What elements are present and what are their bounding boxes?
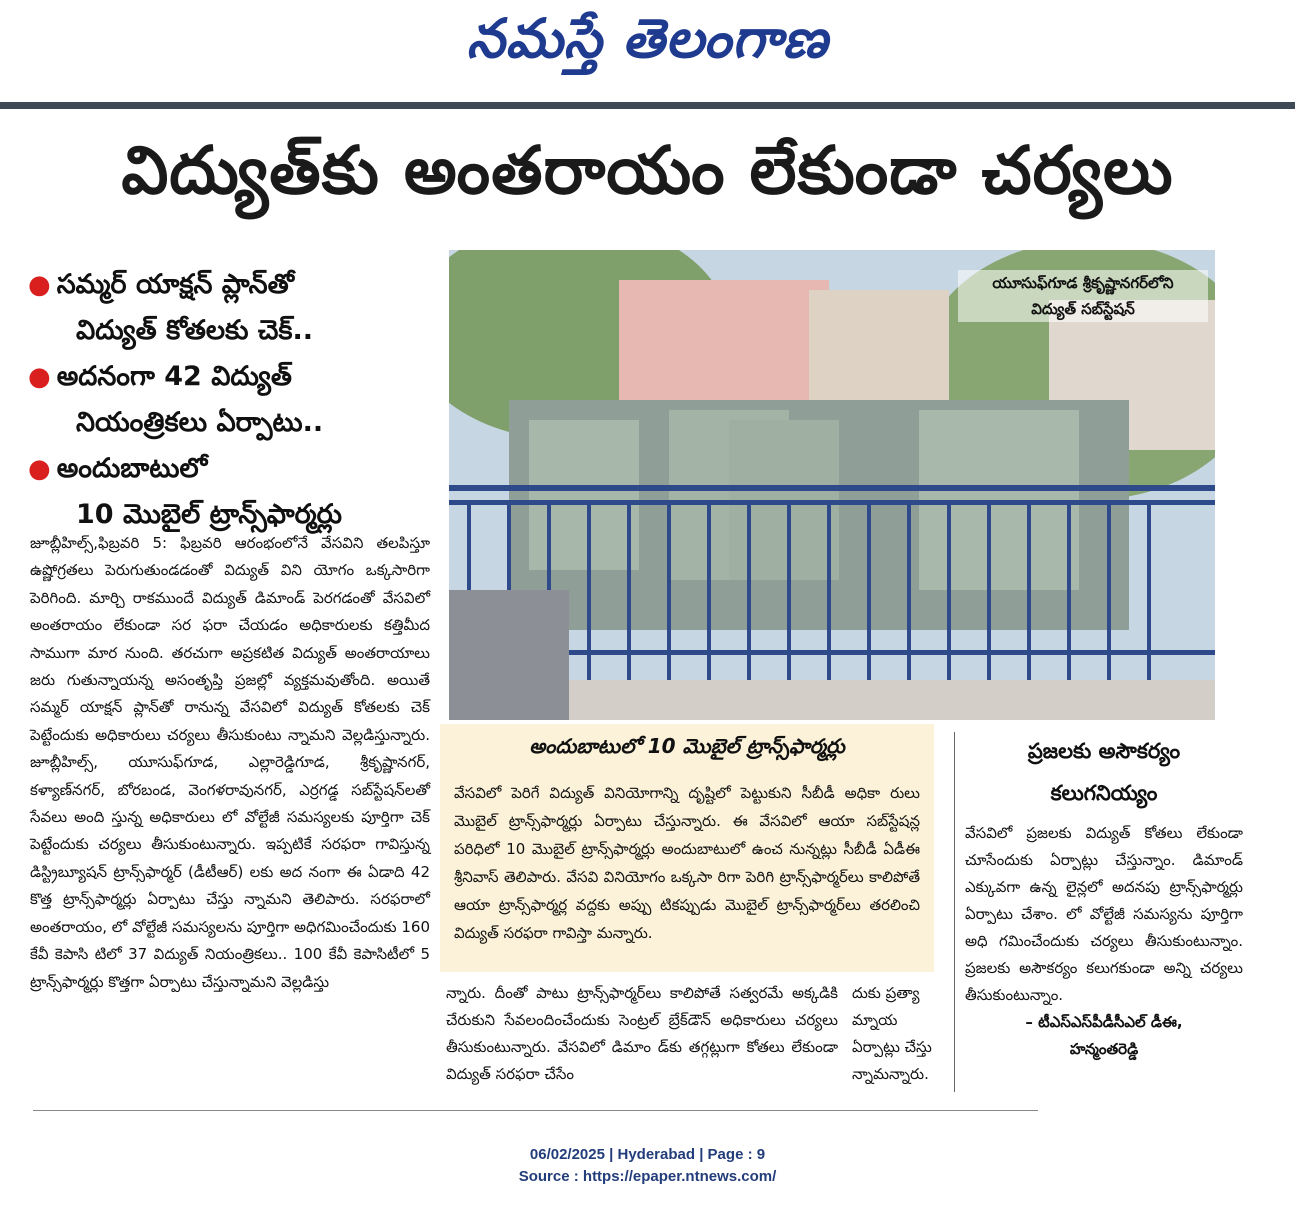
bullet-item: ● అందుబాటులో 10 మొబైల్‌ ట్రాన్స్‌ఫార్మర్లు: [28, 453, 343, 530]
bullet-dot-icon: ●: [28, 270, 51, 300]
masthead-divider: [0, 102, 1295, 109]
sidebar-body: వేసవిలో ప్రజలకు విద్యుత్‌ కోతలు లేకుండా చూసేందుకు ఏర్పాట్లు చేస్తున్నాం. డిమాండ్‌ ఎక్కువగా ఉన్న లైన్లలో అదనపు ట్రాన్స్‌ఫార్మర్లు ఏర్పాటు చేశాం. లో వోల్టేజీ సమస్యను పూర్తిగా అధి గమించేందుకు చర్యలు తీసుకుంటున్నాం. ప్రజలకు అసౌకర్యం కలుగకుండా అన్ని చర్యలు తీసుకుంటున్నాం.: [965, 824, 1243, 1004]
bullet-item: ● సమ్మర్‌ యాక్షన్‌ ప్లాన్‌తో విద్యుత్‌ కోతలకు చెక్‌..: [28, 269, 313, 346]
box-title: అందుబాటులో 10 మొబైల్‌ ట్రాన్స్‌ఫార్మర్లు: [529, 734, 845, 758]
article-continuation: న్నారు. దీంతో పాటు ట్రాన్స్‌ఫార్మర్‌లు కాలిపోతే సత్వరమే అక్కడికి చేరుకుని సేవలందించేందుకు సెంట్రల్‌ బ్రేక్‌డౌన్‌ అధికారులు చర్యలు తీసుకుంటున్నారు. వేసవిలో డిమాం డ్‌కు తగ్గట్లుగా కోతలు లేకుండా విద్యుత్‌ సరఫరా చేసేం: [446, 984, 838, 1083]
bullet-dot-icon: ●: [28, 454, 51, 484]
box-body: వేసవిలో పెరిగే విద్యుత్‌ వినియోగాన్ని దృష్టిలో పెట్టుకుని సీబీడీ అధికా రులు మొబైల్‌ ట్రాన్స్‌ఫార్మర్లు ఏర్పాటు చేస్తున్నారు. ఈ వేసవిలో ఆయా సబ్‌స్టేషన్ల పరిధిలో 10 మొబైల్‌ ట్రాన్స్‌ఫార్మర్లు అందుబాటులో ఉంచ నున్నట్లు సీబీడీ ఏడీఈ శ్రీనివాస్‌ తెలిపారు. వేసవి వినియోగం ఒక్కసా రిగా పెరిగి ట్రాన్స్‌ఫార్మర్‌లు కాలిపోతే ఆయా ట్రాన్స్‌ఫార్మర్ల వద్దకు అప్పు టికప్పుడు మొబైల్‌ ట్రాన్స్‌ఫార్మర్‌లు తరలించి విద్యుత్‌ సరఫరా గావిస్తా మన్నారు.: [454, 784, 920, 942]
sidebar-title: ప్రజలకు అసౌకర్యం కలుగనియ్యం: [1027, 739, 1181, 805]
highlight-box: [440, 724, 934, 972]
bullet-dot-icon: ●: [28, 362, 51, 392]
sidebar-quote: [965, 730, 1243, 1063]
article-continuation-end: దుకు ప్రత్యా మ్నాయ ఏర్పాట్లు చేస్తు న్నామన్నారు.: [852, 984, 932, 1083]
masthead: [0, 0, 1295, 100]
bottom-divider: [33, 1110, 1038, 1111]
sidebar-signature: – టీఎస్‌ఎస్‌పీడీసీఎల్‌ డీఈ, హన్మంతరెడ్డి: [1025, 1013, 1183, 1058]
footer-date-page: 06/02/2025 | Hyderabad | Page : 9: [529, 1146, 766, 1163]
headline: విద్యుత్‌కు అంతరాయం లేకుండా చర్యలు: [121, 132, 1174, 209]
bullet-item: ● అదనంగా 42 విద్యుత్‌ నియంత్రికలు ఏర్పాటు..: [28, 361, 324, 438]
photo-caption: యూసుఫ్‌గూడ శ్రీకృష్ణానగర్‌లోని విద్యుత్‌ సబ్‌స్టేషన్‌: [958, 270, 1208, 322]
highlight-bullets: [28, 262, 438, 538]
newspaper-logo: నమస్తే తెలంగాణ: [466, 6, 829, 70]
footer-source-link[interactable]: Source : https://epaper.ntnews.com/: [518, 1168, 777, 1185]
article-body-left: జూబ్లీహిల్స్‌,ఫిబ్రవరి 5: ఫిబ్రవరి ఆరంభంలోనే వేసవిని తలపిస్తూ ఉష్ణోగ్రతలు పెరుగుతుండడంతో విద్యుత్‌ విని యోగం ఒక్కసారిగా పెరిగింది. మార్చి రాకముందే విద్యుత్‌ డిమాండ్‌ పెరగడంతో వేసవిలో అంతరాయం లేకుండా సర ఫరా చేయడం అధికారులకు కత్తిమీద సాముగా మార నుంది. తరచుగా అప్రకటిత విద్యుత్‌ అంతరాయాలు జరు గుతున్నాయన్న అసంతృప్తి ప్రజల్లో వ్యక్తమవుతోంది. అయితే సమ్మర్‌ యాక్షన్‌ ప్లాన్‌తో రానున్న వేసవిలో విద్యుత్‌ కోతలకు చెక్‌ పెట్టేందుకు అధికారులు చర్యలు తీసుకుంటు న్నామని వెల్లడిస్తున్నారు. జూబ్లీహిల్స్‌, యూసుఫ్‌గూడ, ఎల్లారెడ్డిగూడ, శ్రీకృష్ణానగర్‌, కళ్యాణ్‌నగర్‌, బోరబండ, వెంగళరావునగర్‌, ఎర్రగడ్డ సబ్‌స్టేషన్‌లతో సేవలు అంది స్తున్న అధికారులు లో వోల్టేజీ సమస్యలకు పూర్తిగా చెక్‌ పెట్టేందుకు చర్యలు తీసుకుంటున్నారు. ఇప్పటికే సరఫరా గావిస్తున్న డిస్ట్రిబ్యూషన్‌ ట్రాన్స్‌ఫార్మర్‌ (డీటీఆర్‌) లకు అద నంగా ఈ ఏడాది 42 కొత్త ట్రాన్స్‌ఫార్మర్లు ఏర్పాటు చేస్తు న్నామని తెలిపారు. సరఫరాలో అంతరాయం, లో వోల్టేజీ సమస్యలను పూర్తిగా అధిగమించేందుకు 160 కేవీ కెపాసి టిలో 37 విద్యుత్‌ నియంత్రికలు.. 100 కేవీ కెపాసిటీలో 5 ట్రాన్స్‌ఫార్మర్లు కొత్తగా ఏర్పాటు చేస్తున్నామని వెల్లడిస్తు: [30, 534, 430, 991]
column-divider: [954, 732, 955, 1092]
page-footer: [0, 1144, 1295, 1188]
